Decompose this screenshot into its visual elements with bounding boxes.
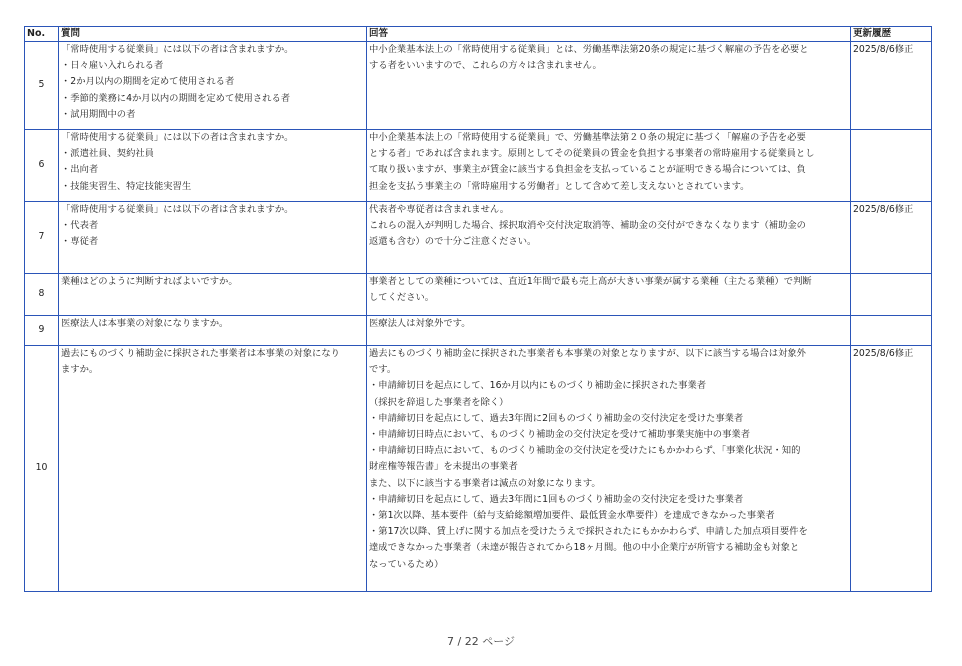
cell-answer-line: ・第1次以降、基本要件（給与支給総額増加要件、最低賃金水準要件）を達成できなかった事業者 (369, 510, 775, 522)
table-body (25, 42, 932, 592)
faq-table (24, 26, 932, 592)
cell-updated: 2025/8/6修正 (851, 202, 932, 274)
table-row (25, 346, 932, 592)
cell-question-line: 「常時使用する従業員」には以下の者は含まれますか。 (61, 44, 294, 55)
cell-answer (367, 346, 851, 592)
cell-answer-line: ・申請締切日を起点にして、過去3年間に2回ものづくり補助金の交付決定を受けた事業者 (369, 412, 744, 424)
cell-question-line: 過去にものづくり補助金に採択された事業者は本事業の対象になり (61, 348, 340, 359)
cell-question-line: ・技能実習生、特定技能実習生 (61, 180, 192, 192)
cell-answer (367, 316, 851, 346)
cell-answer-line: これらの混入が判明した場合、採択取消や交付決定取消等、補助金の交付ができなくなります（補助金の (369, 220, 806, 232)
header-answer: 回答 (367, 27, 851, 42)
cell-answer (367, 42, 851, 130)
cell-no: 7 (25, 202, 59, 274)
cell-answer-line: 中小企業基本法上の「常時使用する従業員」で、労働基準法第２０条の規定に基づく「解雇の予告を必要 (369, 132, 806, 143)
cell-answer-line: （採択を辞退した事業者を除く） (369, 396, 509, 408)
cell-answer (367, 130, 851, 202)
cell-answer-line: 医療法人は対象外です。 (369, 318, 471, 329)
cell-answer-line: ・申請締切日時点において、ものづくり補助金の交付決定を受けたにもかかわらず、「事業化状況・知的 (369, 445, 801, 457)
cell-updated (851, 316, 932, 346)
table-row (25, 316, 932, 346)
cell-answer-line: 事業者としての業種については、直近1年間で最も売上高が大きい事業が属する業種（主たる業種）で判断 (369, 276, 812, 287)
cell-answer-line: 返還も含む）ので十分ご注意ください。 (369, 236, 537, 248)
cell-answer-line: ・申請締切日を起点にして、過去3年間に1回ものづくり補助金の交付決定を受けた事業者 (369, 493, 744, 505)
cell-question (59, 202, 367, 274)
cell-question (59, 316, 367, 346)
cell-question-line: ・出向者 (61, 164, 99, 176)
table-row (25, 42, 932, 130)
cell-question-line: 業種はどのように判断すればよいですか。 (61, 276, 238, 287)
cell-question-line: 医療法人は本事業の対象になりますか。 (61, 318, 229, 329)
cell-question-line: ・試用期間中の者 (61, 108, 136, 120)
cell-question (59, 130, 367, 202)
cell-answer-line: 中小企業基本法上の「常時使用する従業員」とは、労働基準法第20条の規定に基づく解雇の予告を必要と (369, 44, 809, 55)
cell-answer-line: 担金を支払う事業主の「常時雇用する労働者」として含めて差し支えないとされています。 (369, 180, 750, 192)
cell-answer-line: また、以下に該当する事業者は減点の対象になります。 (369, 477, 601, 489)
cell-answer-line: 達成できなかった事業者（未達が報告されてから18ヶ月間。他の中小企業庁が所管する補助金も対象と (369, 542, 800, 554)
cell-question-line: ・派遣社員、契約社員 (61, 148, 154, 160)
cell-answer-line: 財産権等報告書」を未提出の事業者 (369, 461, 518, 473)
header-no: No. (25, 27, 59, 42)
cell-no: 8 (25, 274, 59, 316)
table-row (25, 130, 932, 202)
cell-question-line: 「常時使用する従業員」には以下の者は含まれますか。 (61, 132, 294, 143)
table-row (25, 274, 932, 316)
header-updated: 更新履歴 (851, 27, 932, 42)
table-row (25, 202, 932, 274)
cell-answer-line: ・申請締切日を起点にして、16か月以内にものづくり補助金に採択された事業者 (369, 380, 707, 392)
cell-answer-line: ・申請締切日時点において、ものづくり補助金の交付決定を受けて補助事業実施中の事業者 (369, 429, 750, 441)
cell-question-line: ・日々雇い入れられる者 (61, 60, 164, 72)
cell-answer (367, 202, 851, 274)
cell-answer-line: してください。 (369, 292, 435, 304)
cell-answer-line: 代表者や専従者は含まれません。 (369, 204, 510, 215)
cell-answer-line: なっているため） (369, 558, 444, 570)
cell-question-line: ますか。 (61, 364, 99, 376)
cell-answer-line: とする者」であれば含まれます。原則としてその従業員の賃金を負担する事業者の常時雇用する従業員とし (369, 148, 815, 160)
header-question: 質問 (59, 27, 367, 42)
cell-question (59, 274, 367, 316)
cell-question (59, 42, 367, 130)
cell-question-line: 「常時使用する従業員」には以下の者は含まれますか。 (61, 204, 294, 215)
cell-question-line: ・代表者 (61, 220, 99, 232)
cell-no: 5 (25, 42, 59, 130)
cell-no: 6 (25, 130, 59, 202)
cell-answer-line: する者をいいますので、これらの方々は含まれません。 (369, 60, 602, 72)
cell-question-line: ・季節的業務に4か月以内の期間を定めて使用される者 (61, 92, 291, 104)
cell-question-line: ・専従者 (61, 236, 99, 248)
cell-answer-line: て取り扱いますが、事業主が賃金に該当する負担金を支払っていることが証明できる場合については、負 (369, 164, 806, 176)
cell-updated: 2025/8/6修正 (851, 346, 932, 592)
cell-answer-line: ・第17次以降、賃上げに関する加点を受けたうえで採択されたにもかかわらず、申請した加点項目要件を (369, 526, 808, 538)
cell-answer-line: 過去にものづくり補助金に採択された事業者も本事業の対象となりますが、以下に該当する場合は対象外 (369, 348, 806, 359)
cell-updated (851, 130, 932, 202)
page-number: 7 / 22 ページ (447, 635, 515, 648)
cell-question (59, 346, 367, 592)
cell-answer-line: です。 (369, 364, 397, 376)
cell-updated: 2025/8/6修正 (851, 42, 932, 130)
cell-no: 9 (25, 316, 59, 346)
cell-answer (367, 274, 851, 316)
table-header-row (25, 27, 932, 42)
cell-updated (851, 274, 932, 316)
cell-no: 10 (25, 346, 59, 592)
cell-question-line: ・2か月以内の期間を定めて使用される者 (61, 76, 235, 88)
